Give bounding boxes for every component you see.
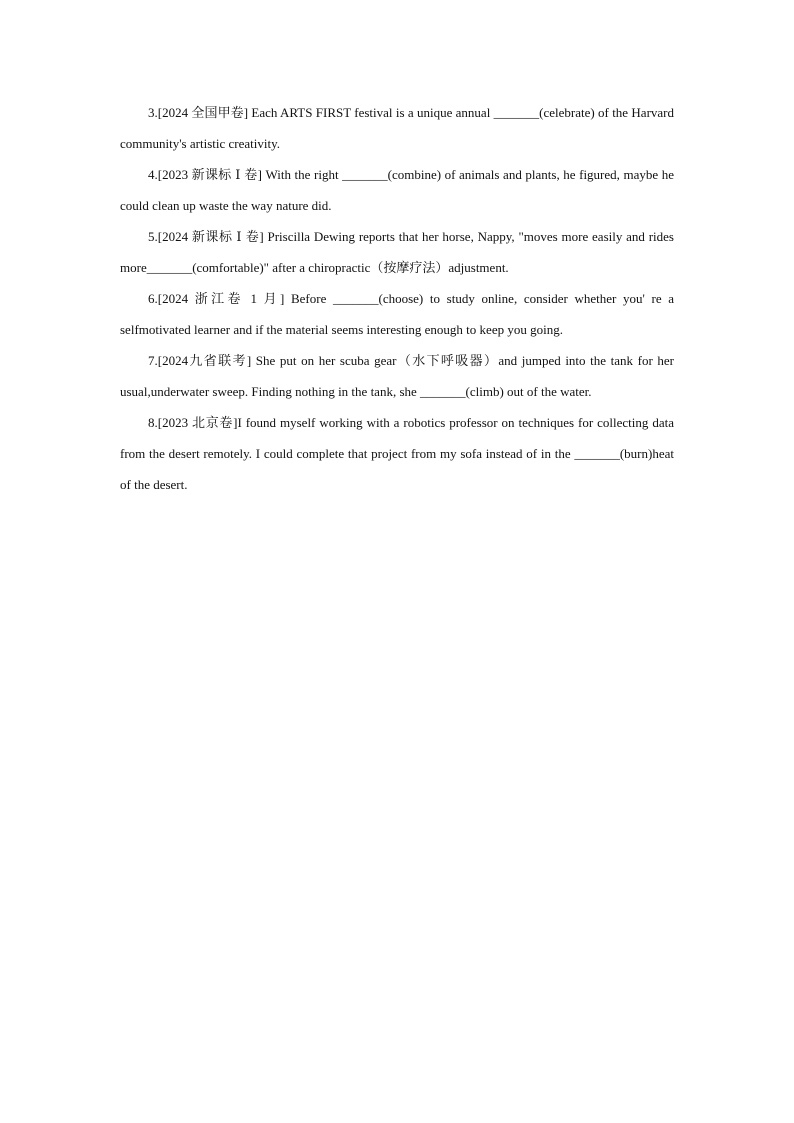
exercise-item-6: 6.[2024 浙江卷 1 月] Before _______(choose) to study online, consider whether you' re a selfmotivated learner and if the material seems interesting enough to keep you going. (120, 291, 674, 337)
exercise-item-7: 7.[2024九省联考] She put on her scuba gear（水下呼吸器）and jumped into the tank for her usual,underwater sweep. Finding nothing in the tank, she _______(climb) out of the water. (120, 353, 674, 399)
exercise-item-8: 8.[2023 北京卷]I found myself working with a robotics professor on techniques for collecting data from the desert remotely. I could complete that project from my sofa instead of in the _______(burn)heat of the desert. (120, 415, 674, 492)
exercise-item-5: 5.[2024 新课标 Ⅰ 卷] Priscilla Dewing reports that her horse, Nappy, "moves more easily and rides more_______(comfortable)" after a chiropractic（按摩疗法）adjustment. (120, 229, 674, 275)
exercise-item-3: 3.[2024 全国甲卷] Each ARTS FIRST festival is a unique annual _______(celebrate) of the Harvard community's artistic creativity. (120, 105, 674, 151)
exercise-item-4: 4.[2023 新课标 Ⅰ 卷] With the right _______(combine) of animals and plants, he figured, maybe he could clean up waste the way nature did. (120, 167, 674, 213)
exercise-list (120, 97, 674, 500)
